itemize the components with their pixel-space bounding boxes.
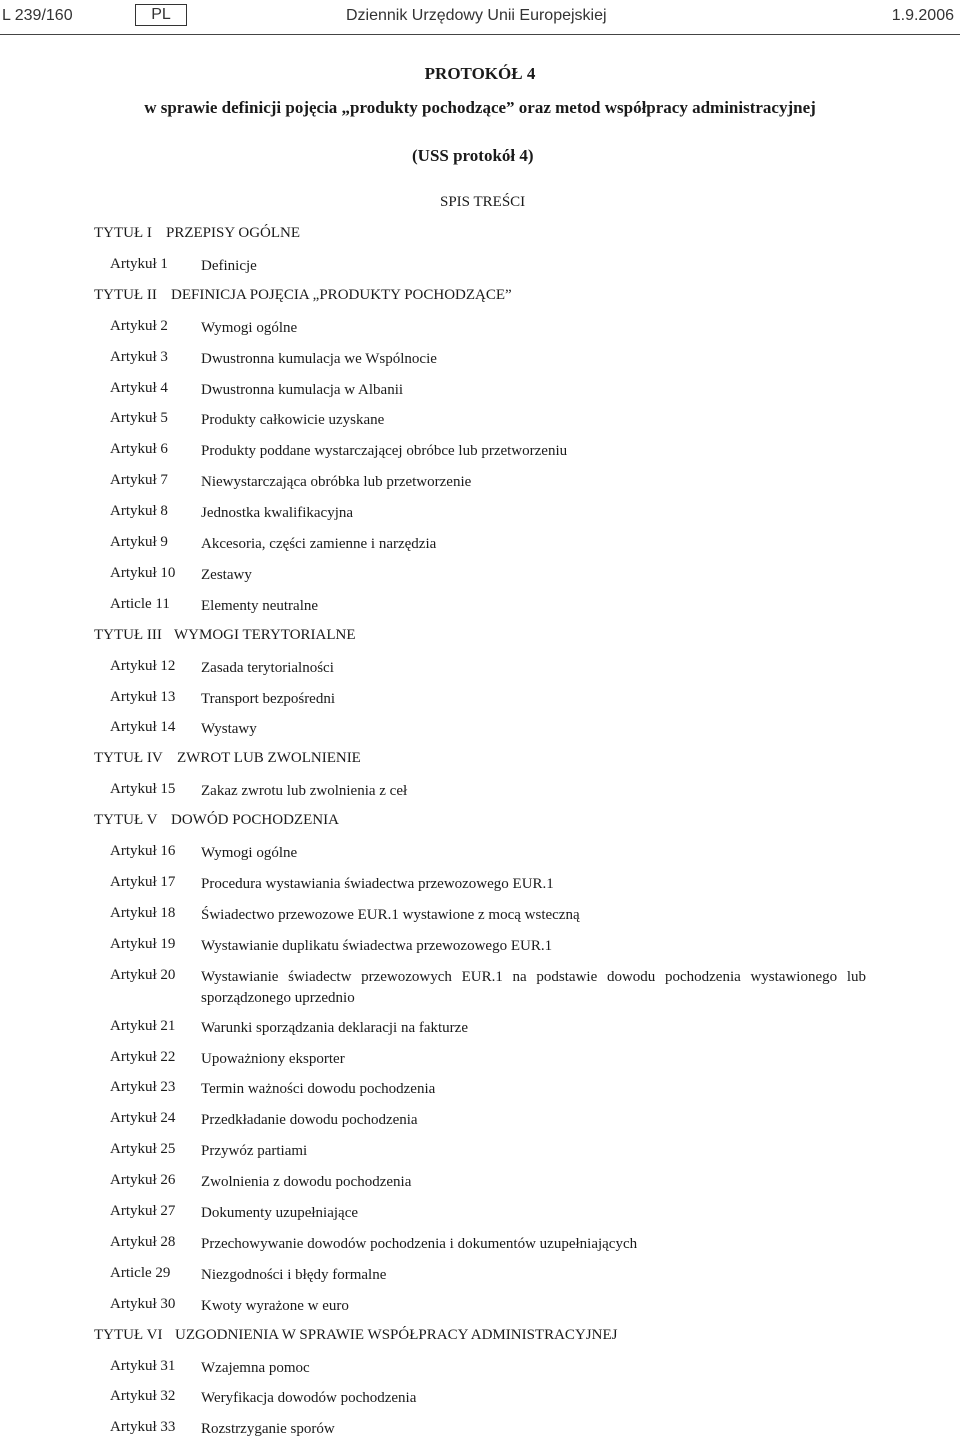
toc-title-name: DOWÓD POCHODZENIA (171, 812, 339, 829)
journal-name: Dziennik Urzędowy Unii Europejskiej (346, 7, 607, 24)
toc-article-number: Artykuł 4 (110, 379, 168, 396)
toc-title-number: TYTUŁ VI (94, 1326, 163, 1343)
toc-article-name: Wystawianie duplikatu świadectwa przewozowego EUR.1 (201, 937, 553, 954)
toc-article-name: Zestawy (201, 566, 252, 583)
toc-article-name: Weryfikacja dowodów pochodzenia (201, 1390, 417, 1407)
toc-article-name: Produkty poddane wystarczającej obróbce lub przetworzeniu (201, 443, 568, 460)
toc-article-name: Procedura wystawiania świadectwa przewozowego EUR.1 (201, 875, 554, 892)
toc-article-name: Wymogi ogólne (201, 319, 298, 336)
toc-article-name: Dwustronna kumulacja w Albanii (201, 381, 404, 398)
toc-article-name: Definicje (201, 257, 257, 274)
toc-article-name: Niewystarczająca obróbka lub przetworzenie (201, 474, 472, 491)
toc-article-number: Artykuł 17 (110, 873, 176, 890)
toc-article-number: Artykuł 8 (110, 503, 168, 520)
toc-article-number: Artykuł 30 (110, 1295, 176, 1312)
toc-article-name: Przechowywanie dowodów pochodzenia i dokumentów uzupełniających (201, 1235, 638, 1252)
toc-article-number: Artykuł 23 (110, 1079, 176, 1096)
toc-article-name: Produkty całkowicie uzyskane (201, 412, 385, 429)
toc-title-name: WYMOGI TERYTORIALNE (174, 626, 356, 643)
toc-title-name: PRZEPISY OGÓLNE (166, 225, 301, 241)
toc-article-name: Świadectwo przewozowe EUR.1 wystawione z mocą wsteczną (201, 906, 580, 923)
toc-article-name: Elementy neutralne (201, 597, 319, 614)
toc-title-name: ZWROT LUB ZWOLNIENIE (177, 750, 361, 767)
toc-article-number: Artykuł 20 (110, 966, 176, 983)
toc-article-number: Artykuł 6 (110, 441, 168, 458)
toc-article-name: Dwustronna kumulacja we Wspólnocie (201, 350, 437, 367)
toc-article-name: Przywóz partiami (201, 1143, 308, 1160)
toc-article-number: Artykuł 14 (110, 719, 176, 736)
toc-article-number: Artykuł 19 (110, 935, 176, 952)
toc-article-number: Artykuł 9 (110, 534, 168, 550)
toc-article-name: Wystawianie świadectw przewozowych EUR.1 na podstawie dowodu pochodzenia wystawionego lub sporządzonego uprzednio (201, 968, 866, 1006)
toc-article-number: Artykuł 31 (110, 1357, 176, 1374)
header-divider (0, 34, 960, 35)
document-short-name: (USS protokół 4) (412, 146, 534, 165)
toc-article-number: Artykuł 26 (110, 1172, 176, 1189)
page-header (0, 4, 960, 28)
language-badge: PL (135, 4, 187, 26)
toc-article-number: Artykuł 12 (110, 657, 176, 674)
toc-article-name: Transport bezpośredni (201, 690, 336, 707)
toc-article-number: Artykuł 2 (110, 317, 168, 334)
publication-date: 1.9.2006 (891, 7, 954, 24)
toc-article-name: Warunki sporządzania deklaracji na fakturze (201, 1019, 468, 1036)
toc-article-name: Zasada terytorialności (201, 659, 334, 676)
toc-title-number: TYTUŁ III (94, 626, 162, 643)
toc-article-number: Artykuł 1 (110, 255, 168, 272)
toc-article-number: Artykuł 25 (110, 1141, 176, 1158)
toc-article-name: Zwolnienia z dowodu pochodzenia (201, 1174, 412, 1191)
toc-article-number: Artykuł 27 (110, 1203, 176, 1219)
toc-article-number: Article 29 (110, 1264, 171, 1281)
toc-article-number: Artykuł 18 (110, 904, 176, 921)
toc-article-name: Zakaz zwrotu lub zwolnienia z ceł (201, 783, 408, 800)
toc-article-name: Niezgodności i błędy formalne (201, 1266, 387, 1283)
toc-article-number: Artykuł 7 (110, 472, 168, 489)
toc-article-number: Artykuł 13 (110, 688, 176, 705)
toc-heading: SPIS TREŚCI (440, 194, 526, 210)
toc-article-number: Artykuł 3 (110, 348, 168, 365)
toc-article-name: Akcesoria, części zamienne i narzędzia (201, 536, 437, 552)
toc-article-number: Artykuł 10 (110, 564, 176, 581)
toc-article-name: Rozstrzyganie sporów (201, 1421, 335, 1438)
document-subtitle: w sprawie definicji pojęcia „produkty pochodzące” oraz metod współpracy administracyjnej (144, 98, 816, 117)
toc-article-number: Artykuł 15 (110, 781, 176, 798)
toc-article-name: Termin ważności dowodu pochodzenia (201, 1081, 436, 1098)
toc-article-name: Wystawy (201, 721, 257, 738)
toc-article-name: Wymogi ogólne (201, 845, 298, 861)
toc-article-number: Artykuł 33 (110, 1419, 176, 1436)
page-reference: L 239/160 (2, 7, 73, 24)
toc-title-number: TYTUŁ V (94, 812, 158, 829)
toc-article-number: Article 11 (110, 595, 170, 612)
toc-article-name: Dokumenty uzupełniające (201, 1205, 359, 1221)
toc-article-number: Artykuł 22 (110, 1048, 176, 1065)
toc-article-number: Artykuł 24 (110, 1110, 176, 1127)
toc-article-number: Artykuł 16 (110, 843, 176, 859)
toc-article-number: Artykuł 32 (110, 1388, 176, 1405)
toc-article-name: Kwoty wyrażone w euro (201, 1297, 349, 1314)
toc-title-name: UZGODNIENIA W SPRAWIE WSPÓŁPRACY ADMINISTRACYJNEJ (175, 1326, 618, 1343)
toc-title-number: TYTUŁ IV (94, 750, 163, 767)
toc-article-name: Upoważniony eksporter (201, 1050, 345, 1067)
toc-article-name: Wzajemna pomoc (201, 1359, 310, 1376)
document-title: PROTOKÓŁ 4 (424, 64, 536, 83)
toc-title-name: DEFINICJA POJĘCIA „PRODUKTY POCHODZĄCE” (171, 286, 512, 303)
toc-title-number: TYTUŁ II (94, 286, 157, 303)
toc-article-number: Artykuł 5 (110, 410, 168, 427)
toc-article-number: Artykuł 28 (110, 1233, 176, 1250)
toc-article-name: Jednostka kwalifikacyjna (201, 505, 354, 522)
toc-article-name: Przedkładanie dowodu pochodzenia (201, 1112, 418, 1129)
toc-title-number: TYTUŁ I (94, 225, 152, 241)
toc-article-number: Artykuł 21 (110, 1017, 176, 1034)
